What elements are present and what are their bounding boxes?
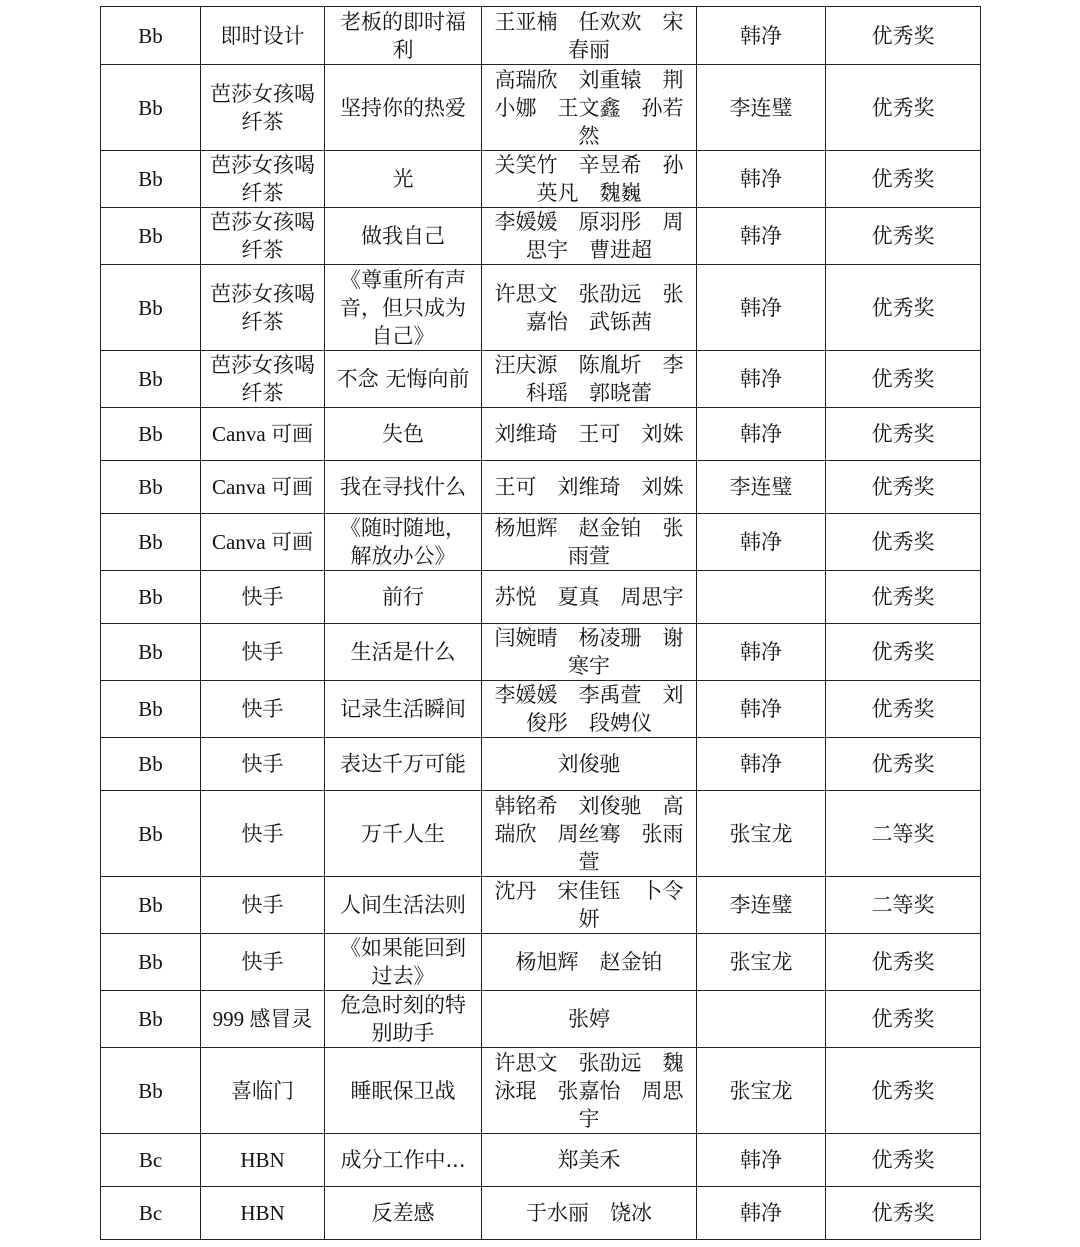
category-cell: Bb <box>101 791 201 877</box>
advisor-cell: 张宝龙 <box>697 1048 826 1134</box>
award-cell: 二等奖 <box>826 791 981 877</box>
award-cell: 优秀奖 <box>826 7 981 65</box>
table-row <box>101 877 981 934</box>
category-cell: Bb <box>101 265 201 351</box>
table-row <box>101 791 981 877</box>
members-cell: 沈丹 宋佳钰 卜令妍 <box>482 877 697 934</box>
title-cell: 《尊重所有声音，但只成为自己》 <box>325 265 482 351</box>
category-cell: Bb <box>101 991 201 1048</box>
award-cell: 二等奖 <box>826 877 981 934</box>
table-row <box>101 934 981 991</box>
award-cell: 优秀奖 <box>826 461 981 514</box>
members-cell: 王亚楠 任欢欢 宋春丽 <box>482 7 697 65</box>
table-row <box>101 571 981 624</box>
members-cell: 韩铭希 刘俊驰 高瑞欣 周丝骞 张雨萱 <box>482 791 697 877</box>
award-table <box>100 6 981 1240</box>
table-row <box>101 7 981 65</box>
brand-cell: 快手 <box>201 681 325 738</box>
award-cell: 优秀奖 <box>826 991 981 1048</box>
title-cell: 做我自己 <box>325 208 482 265</box>
brand-cell: 芭莎女孩喝纤茶 <box>201 151 325 208</box>
brand-cell: 快手 <box>201 877 325 934</box>
brand-cell: 芭莎女孩喝纤茶 <box>201 351 325 408</box>
category-cell: Bb <box>101 461 201 514</box>
members-cell: 郑美禾 <box>482 1134 697 1187</box>
table-row <box>101 624 981 681</box>
table-row <box>101 1134 981 1187</box>
table-row <box>101 151 981 208</box>
award-cell: 优秀奖 <box>826 208 981 265</box>
brand-cell: 快手 <box>201 791 325 877</box>
advisor-cell: 李连璧 <box>697 461 826 514</box>
table-row <box>101 1187 981 1240</box>
category-cell: Bb <box>101 7 201 65</box>
advisor-cell: 张宝龙 <box>697 934 826 991</box>
advisor-cell: 韩净 <box>697 1134 826 1187</box>
advisor-cell: 韩净 <box>697 1187 826 1240</box>
members-cell: 苏悦 夏真 周思宇 <box>482 571 697 624</box>
award-cell: 优秀奖 <box>826 738 981 791</box>
award-cell: 优秀奖 <box>826 681 981 738</box>
category-cell: Bb <box>101 571 201 624</box>
title-cell: 危急时刻的特别助手 <box>325 991 482 1048</box>
category-cell: Bb <box>101 351 201 408</box>
title-cell: 失色 <box>325 408 482 461</box>
table-row <box>101 738 981 791</box>
members-cell: 许思文 张劭远 张嘉怡 武铄茜 <box>482 265 697 351</box>
category-cell: Bb <box>101 624 201 681</box>
category-cell: Bb <box>101 738 201 791</box>
title-cell: 不念 无悔向前 <box>325 351 482 408</box>
advisor-cell: 韩净 <box>697 151 826 208</box>
award-table-body <box>101 7 981 1240</box>
title-cell: 万千人生 <box>325 791 482 877</box>
brand-cell: 快手 <box>201 934 325 991</box>
brand-cell: 芭莎女孩喝纤茶 <box>201 208 325 265</box>
advisor-cell: 张宝龙 <box>697 791 826 877</box>
table-row <box>101 681 981 738</box>
advisor-cell <box>697 571 826 624</box>
brand-cell: 999 感冒灵 <box>201 991 325 1048</box>
advisor-cell: 韩净 <box>697 208 826 265</box>
brand-cell: Canva 可画 <box>201 461 325 514</box>
advisor-cell: 韩净 <box>697 681 826 738</box>
table-row <box>101 514 981 571</box>
title-cell: 老板的即时福利 <box>325 7 482 65</box>
award-cell: 优秀奖 <box>826 514 981 571</box>
brand-cell: HBN <box>201 1134 325 1187</box>
advisor-cell: 韩净 <box>697 408 826 461</box>
members-cell: 闫婉晴 杨凌珊 谢寒宇 <box>482 624 697 681</box>
members-cell: 刘俊驰 <box>482 738 697 791</box>
title-cell: 生活是什么 <box>325 624 482 681</box>
brand-cell: 喜临门 <box>201 1048 325 1134</box>
title-cell: 坚持你的热爱 <box>325 65 482 151</box>
brand-cell: Canva 可画 <box>201 408 325 461</box>
advisor-cell: 李连璧 <box>697 877 826 934</box>
award-cell: 优秀奖 <box>826 571 981 624</box>
advisor-cell <box>697 991 826 1048</box>
brand-cell: 快手 <box>201 571 325 624</box>
category-cell: Bb <box>101 681 201 738</box>
award-cell: 优秀奖 <box>826 265 981 351</box>
members-cell: 许思文 张劭远 魏泳琨 张嘉怡 周思宇 <box>482 1048 697 1134</box>
members-cell: 杨旭辉 赵金铂 <box>482 934 697 991</box>
members-cell: 汪庆源 陈胤圻 李科瑶 郭晓蕾 <box>482 351 697 408</box>
advisor-cell: 韩净 <box>697 514 826 571</box>
brand-cell: 快手 <box>201 738 325 791</box>
award-cell: 优秀奖 <box>826 65 981 151</box>
table-row <box>101 461 981 514</box>
category-cell: Bc <box>101 1187 201 1240</box>
category-cell: Bb <box>101 877 201 934</box>
members-cell: 杨旭辉 赵金铂 张雨萱 <box>482 514 697 571</box>
award-cell: 优秀奖 <box>826 151 981 208</box>
category-cell: Bb <box>101 408 201 461</box>
award-cell: 优秀奖 <box>826 351 981 408</box>
advisor-cell: 韩净 <box>697 7 826 65</box>
title-cell: 反差感 <box>325 1187 482 1240</box>
title-cell: 表达千万可能 <box>325 738 482 791</box>
category-cell: Bc <box>101 1134 201 1187</box>
title-cell: 成分工作中... <box>325 1134 482 1187</box>
title-cell: 人间生活法则 <box>325 877 482 934</box>
table-row <box>101 208 981 265</box>
category-cell: Bb <box>101 934 201 991</box>
members-cell: 关笑竹 辛昱希 孙英凡 魏巍 <box>482 151 697 208</box>
brand-cell: 快手 <box>201 624 325 681</box>
title-cell: 光 <box>325 151 482 208</box>
title-cell: 我在寻找什么 <box>325 461 482 514</box>
table-row <box>101 1048 981 1134</box>
members-cell: 李媛媛 原羽彤 周思宇 曹进超 <box>482 208 697 265</box>
table-row <box>101 351 981 408</box>
award-cell: 优秀奖 <box>826 1187 981 1240</box>
advisor-cell: 韩净 <box>697 624 826 681</box>
award-cell: 优秀奖 <box>826 934 981 991</box>
category-cell: Bb <box>101 514 201 571</box>
category-cell: Bb <box>101 65 201 151</box>
title-cell: 记录生活瞬间 <box>325 681 482 738</box>
brand-cell: Canva 可画 <box>201 514 325 571</box>
advisor-cell: 韩净 <box>697 351 826 408</box>
table-row <box>101 265 981 351</box>
advisor-cell: 韩净 <box>697 265 826 351</box>
award-cell: 优秀奖 <box>826 1048 981 1134</box>
members-cell: 刘维琦 王可 刘姝 <box>482 408 697 461</box>
members-cell: 高瑞欣 刘重辕 荆小娜 王文鑫 孙若然 <box>482 65 697 151</box>
advisor-cell: 韩净 <box>697 738 826 791</box>
table-row <box>101 991 981 1048</box>
members-cell: 李媛媛 李禹萱 刘俊彤 段娉仪 <box>482 681 697 738</box>
category-cell: Bb <box>101 208 201 265</box>
brand-cell: 芭莎女孩喝纤茶 <box>201 65 325 151</box>
title-cell: 《如果能回到过去》 <box>325 934 482 991</box>
award-cell: 优秀奖 <box>826 1134 981 1187</box>
award-cell: 优秀奖 <box>826 624 981 681</box>
category-cell: Bb <box>101 151 201 208</box>
title-cell: 睡眠保卫战 <box>325 1048 482 1134</box>
members-cell: 王可 刘维琦 刘姝 <box>482 461 697 514</box>
brand-cell: HBN <box>201 1187 325 1240</box>
members-cell: 于水丽 饶冰 <box>482 1187 697 1240</box>
table-row <box>101 408 981 461</box>
brand-cell: 即时设计 <box>201 7 325 65</box>
title-cell: 前行 <box>325 571 482 624</box>
brand-cell: 芭莎女孩喝纤茶 <box>201 265 325 351</box>
advisor-cell: 李连璧 <box>697 65 826 151</box>
table-row <box>101 65 981 151</box>
award-cell: 优秀奖 <box>826 408 981 461</box>
title-cell: 《随时随地，解放办公》 <box>325 514 482 571</box>
category-cell: Bb <box>101 1048 201 1134</box>
members-cell: 张婷 <box>482 991 697 1048</box>
